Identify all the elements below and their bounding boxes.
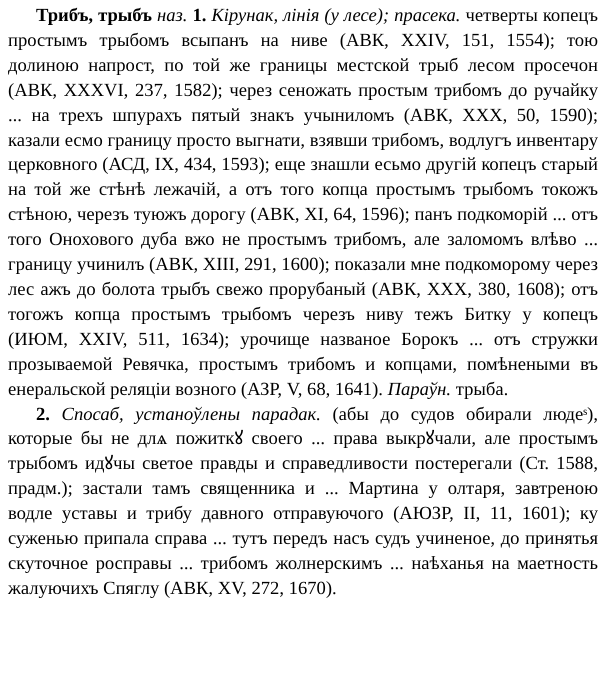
cross-reference-target: трыба. bbox=[455, 378, 509, 400]
dictionary-entry-sense-2 bbox=[8, 403, 598, 602]
sense-gloss: Спосаб, устаноўлены парадак. bbox=[61, 403, 321, 425]
headword: Трибъ, трыбъ bbox=[36, 5, 152, 26]
cross-reference-label: Параўн. bbox=[387, 378, 452, 400]
sense-citations: (абы до судов обирали людеˢ), которые бы не длѧ пожиткꙋ своего ... права выкрꙋчали, але простымъ трыбомъ идꙋчы светое правды и справедливости постерегали (Ст. 1588, прадм.); застали тамъ священника и ... Мартина у олтаря, завтреною водле уставы и трибу давного отправуючого (АЮЗР, II, 11, 1601); ку суженью припала справа ... тутъ передъ насъ судъ учиненое, до принятья скуточное росправы ... трибомъ жолнерскимъ ... наѣханья на маетность жалуючихъ Спяглу (АВК, XV, 272, 1670). bbox=[8, 403, 599, 599]
part-of-speech: наз. bbox=[157, 5, 188, 26]
sense-number: 2. bbox=[36, 403, 50, 425]
sense-gloss: Кірунак, лінія (у лесе); прасека. bbox=[211, 5, 461, 26]
dictionary-entry-sense-1 bbox=[8, 4, 598, 403]
sense-citations: четверты копецъ простымъ трыбомъ всыпанъ на ниве (АВК, XXIV, 151, 1554); тою долиною напрост, по той же границы местской трыб лесом просечон (АВК, XXXVI, 237, 1582); через сеножать простым трибомъ до ручайку ... на трехъ шпурахъ пятый знакъ учыниломъ (АВК, XXX, 50, 1590); казали есмо границу просто выгнати, взявши трибомъ, водлугъ инвентару церковного (АСД, IX, 434, 1593); еще знашли есьмо другій копецъ старый на той же стѣнѣ лежачій, а отъ того копца простымъ трыбомъ токожъ стѣною, черезъ туюжъ дорогу (АВК, XI, 64, 1596); панъ подкоморій ... отъ того Онохового дуба вжо не простымъ трибомъ, але заломомъ влѣво ... границу учинилъ (АВК, XIII, 291, 1600); показали мне подкоморому через лес ажъ до болота трыбъ свежо прорубаный (АВК, XXX, 380, 1608); отъ тогожъ копца простымъ трыбомъ черезъ ниву тежъ Битку у копецъ (ИЮМ, XXIV, 511, 1634); урочище названое Борокъ ... отъ стружки прозываемой Ревячка, простымъ трибомъ и копцами, помѣнеными въ енеральской реляціи возного (АЗР, V, 68, 1641). bbox=[8, 5, 598, 400]
sense-number: 1. bbox=[192, 5, 207, 26]
